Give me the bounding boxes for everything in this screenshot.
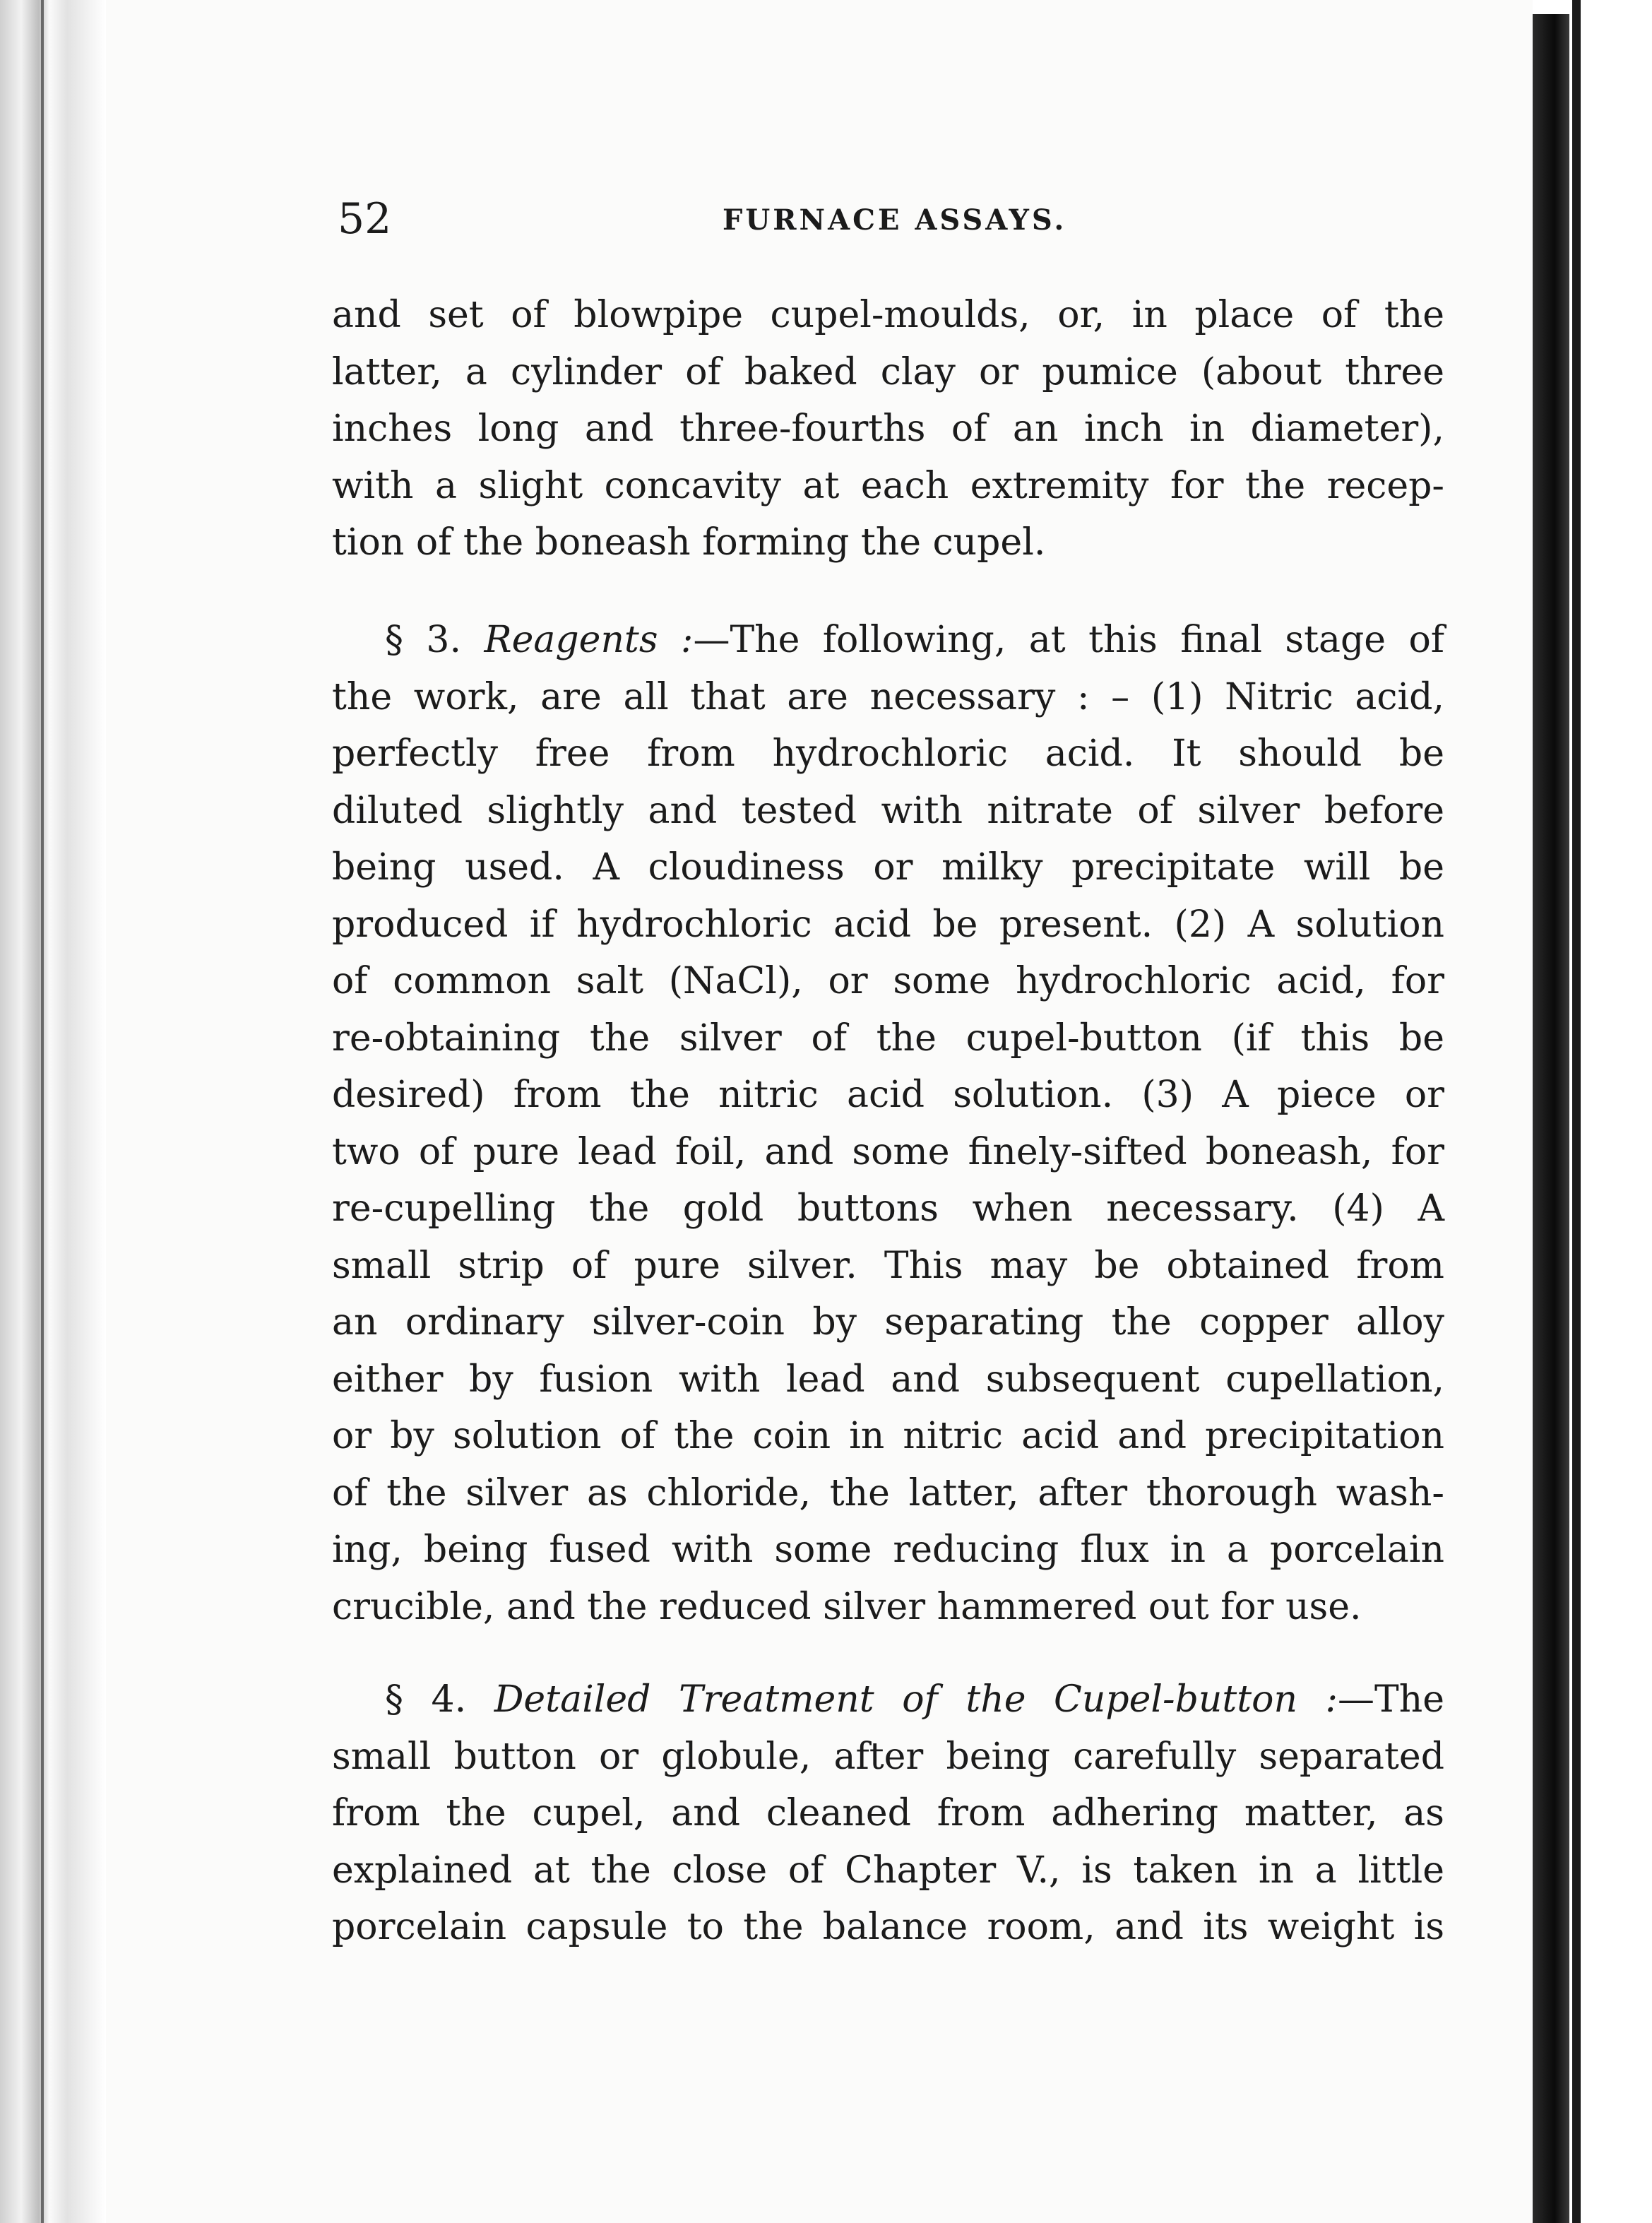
text-line: or by solution of the coin in nitric acid and precipitation [332,1415,1444,1457]
text-line: and set of blowpipe cupel-moulds, or, in place of the [332,294,1444,336]
text-line: either by fusion with lead and subsequent cupellation, [332,1358,1444,1401]
section-heading-line [332,1671,1444,1729]
text-line: inches long and three-fourths of an inch in diameter), [332,408,1444,450]
text-line: re-cupelling the gold buttons when necessary. (4) A [332,1187,1444,1230]
section-heading: Reagents : [484,619,694,661]
text-line: small strip of pure silver. This may be obtained from [332,1244,1444,1287]
text-line: porcelain capsule to the balance room, and its weight is [332,1906,1444,1948]
text-line: with a slight concavity at each extremity for the recep- [332,464,1444,507]
text-line: of the silver as chloride, the latter, after thorough wash- [332,1471,1444,1514]
text-line: of common salt (NaCl), or some hydrochloric acid, for [332,960,1444,1002]
left-binding-edge [0,0,106,2223]
right-binding-shadow [1533,14,1569,2223]
text-line: the work, are all that are necessary : – (1) Nitric acid, [332,675,1444,718]
section-mark: § 3. [385,619,462,661]
section-heading-line [332,612,1444,669]
text-line: perfectly free from hydrochloric acid. It should be [332,733,1444,775]
text-line: ing, being fused with some reducing flux in a porcelain [332,1529,1444,1571]
page-number: 52 [338,194,392,244]
text-run: —The [1338,1678,1444,1721]
section-3-reagents [332,612,1444,1635]
text-line: desired) from the nitric acid solution. (3) A piece or [332,1074,1444,1116]
text-run: —The following, at this final stage of [693,619,1445,661]
section-4-detailed-treatment [332,1671,1444,1956]
text-line: being used. A cloudiness or milky precipitate will be [332,846,1444,889]
text-line: an ordinary silver-coin by separating the copper alloy [332,1301,1444,1344]
right-binding-edge [1533,0,1652,2223]
text-line: explained at the close of Chapter V., is taken in a little [332,1849,1444,1892]
text-line: produced if hydrochloric acid be present. (2) A solution [332,903,1444,946]
paragraph-continuation [332,287,1444,571]
text-line: re-obtaining the silver of the cupel-button (if this be [332,1016,1444,1060]
text-line: small button or globule, after being carefully separated [332,1735,1444,1778]
section-heading: Detailed Treatment of the Cupel-button : [494,1678,1338,1721]
text-line: from the cupel, and cleaned from adhering matter, as [332,1792,1444,1834]
right-binding-notch [1572,0,1581,2223]
text-line: tion of the boneash forming the cupel. [332,521,1046,564]
text-line: crucible, and the reduced silver hammered out for use. [332,1585,1362,1628]
text-line: diluted slightly and tested with nitrate of silver before [332,789,1444,832]
page-header [338,191,1439,247]
text-line: two of pure lead foil, and some finely-sifted boneash, for [332,1130,1444,1173]
running-head: FURNACE ASSAYS. [723,203,1067,237]
text-line: latter, a cylinder of baked clay or pumice (about three [332,350,1444,393]
section-mark: § 4. [385,1678,467,1721]
